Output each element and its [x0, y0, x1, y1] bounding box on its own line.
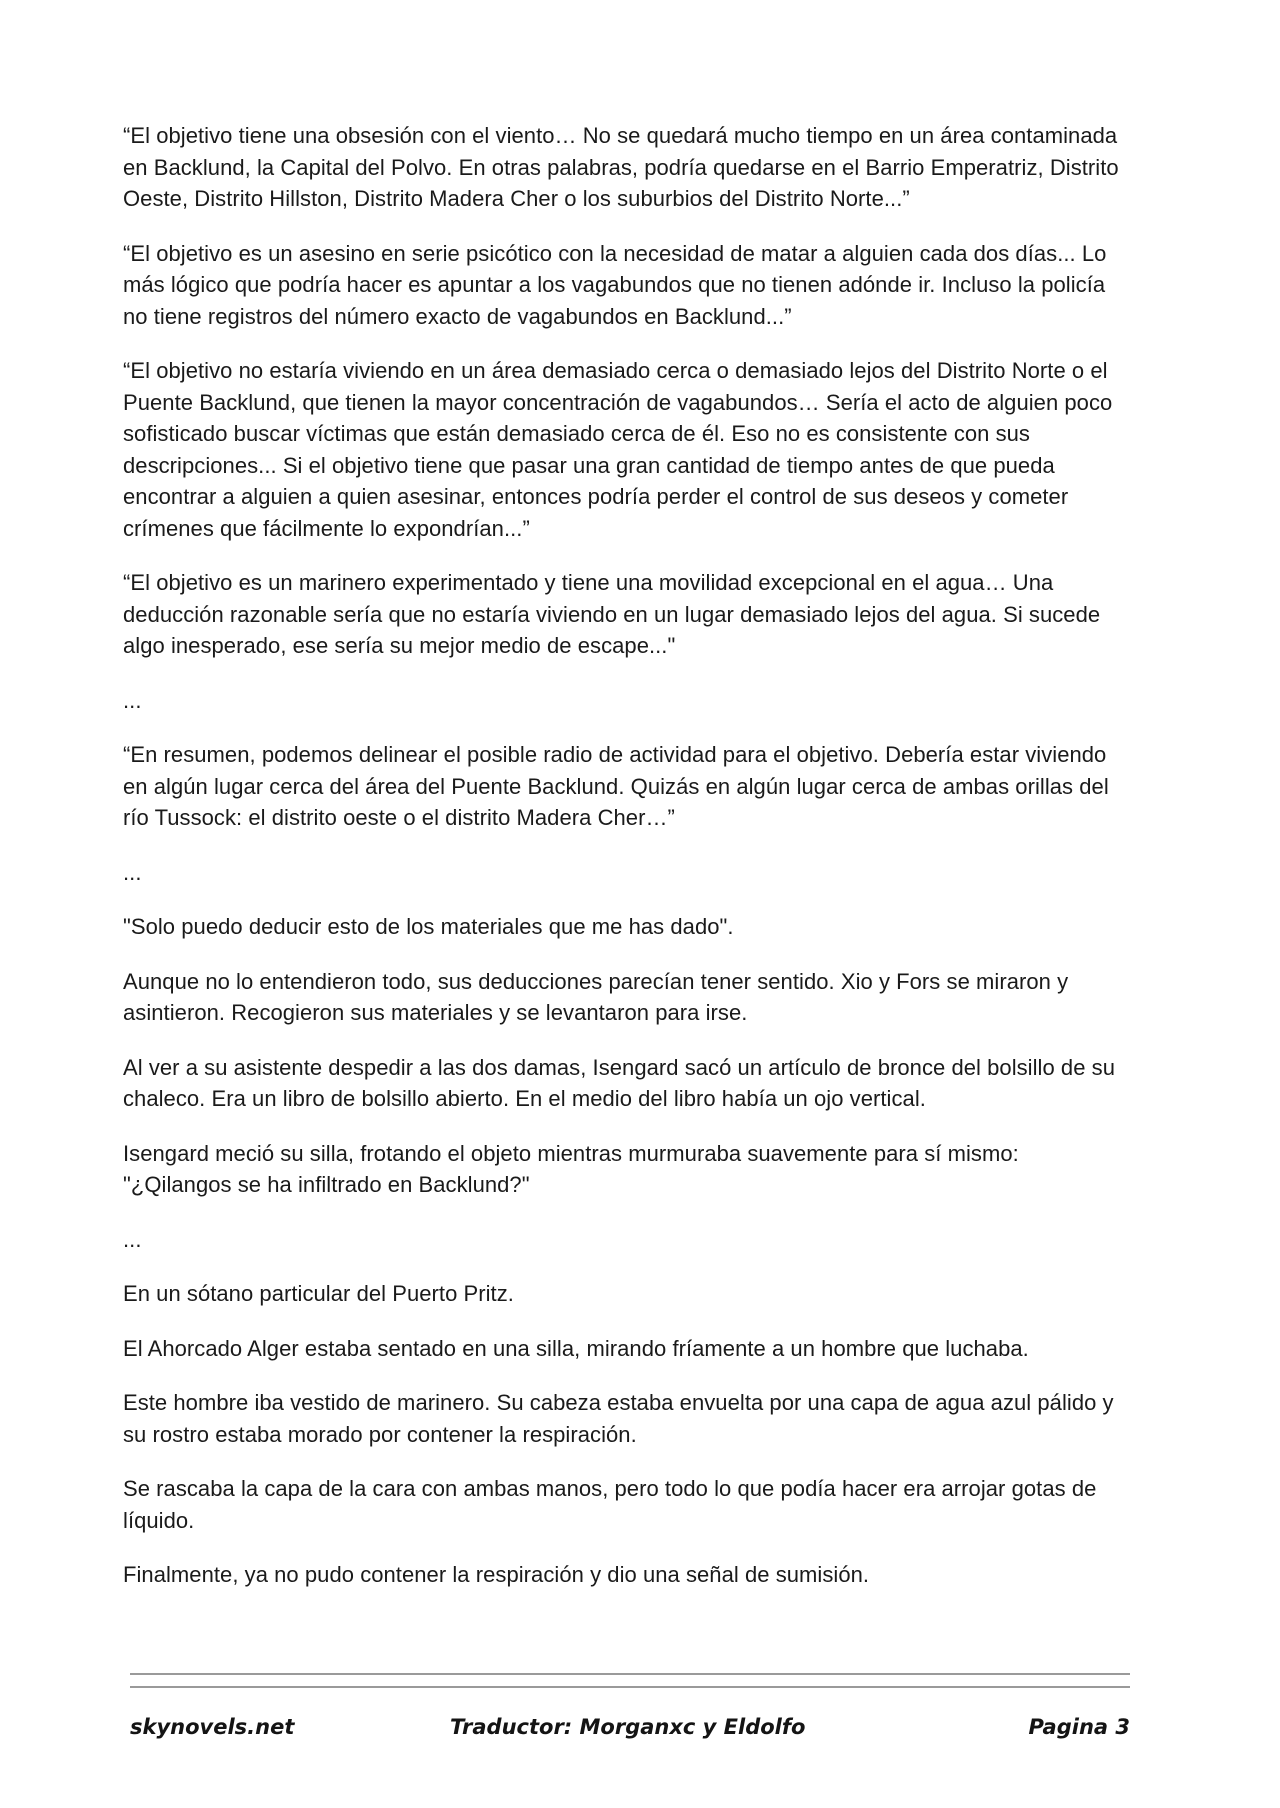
paragraph: En un sótano particular del Puerto Pritz.	[123, 1281, 514, 1306]
paragraph: Se rascaba la capa de la cara con ambas manos, pero todo lo que podía hacer era arrojar gotas de líquido.	[123, 1476, 1097, 1533]
paragraph: “En resumen, podemos delinear el posible radio de actividad para el objetivo. Debería estar viviendo en algún lugar cerca del área del Puente Backlund. Quizás en algún lugar cerca de ambas orillas del río Tussock: el distrito oeste o el distrito Madera Cher…”	[123, 742, 1109, 830]
scene-break: ...	[123, 687, 142, 713]
paragraph: “El objetivo es un asesino en serie psicótico con la necesidad de matar a alguien cada dos días... Lo más lógico que podría hacer es apuntar a los vagabundos que no tienen adónde ir. Incluso la policía no tiene registros del número exacto de vagabundos en Backlund...”	[123, 240, 1107, 329]
footer-translator: Traductor: Morganxc y Eldolfo	[450, 1715, 806, 1739]
divider-line	[130, 1673, 1130, 1675]
footer-divider	[130, 1673, 1130, 1688]
page-footer	[130, 1715, 1130, 1749]
paragraph: “El objetivo tiene una obsesión con el viento… No se quedará mucho tiempo en un área contaminada en Backlund, la Capital del Polvo. En otras palabras, podría quedarse en el Barrio Emperatriz, Distrito Oeste, Distrito Hillston, Distrito Madera Cher o los suburbios del Distrito Norte...”	[123, 123, 1119, 211]
paragraph: Isengard meció su silla, frotando el objeto mientras murmuraba suavemente para sí mismo: "¿Qilangos se ha infiltrado en Backlund?"	[123, 1140, 1019, 1197]
footer-page-number: Pagina 3	[1028, 1715, 1130, 1739]
paragraph: Aunque no lo entendieron todo, sus deducciones parecían tener sentido. Xio y Fors se miraron y asintieron. Recogieron sus materiales y se levantaron para irse.	[123, 968, 1069, 1025]
footer-site: skynovels.net	[130, 1715, 295, 1739]
paragraph: El Ahorcado Alger estaba sentado en una silla, mirando fríamente a un hombre que luchaba.	[123, 1335, 1029, 1361]
body-text	[123, 120, 1133, 1614]
scene-break: ...	[123, 1226, 142, 1252]
paragraph: "Solo puedo deducir esto de los materiales que me has dado".	[123, 914, 734, 939]
paragraph: Al ver a su asistente despedir a las dos damas, Isengard sacó un artículo de bronce del bolsillo de su chaleco. Era un libro de bolsillo abierto. En el medio del libro había un ojo vertical.	[123, 1054, 1116, 1111]
paragraph: Finalmente, ya no pudo contener la respiración y dio una señal de sumisión.	[123, 1562, 870, 1587]
paragraph: “El objetivo no estaría viviendo en un área demasiado cerca o demasiado lejos del Distrito Norte o el Puente Backlund, que tienen la mayor concentración de vagabundos… Sería el acto de alguien poco sofisticado buscar víctimas que están demasiado cerca de él. Eso no es consistente con sus descripciones... Si el objetivo tiene que pasar una gran cantidad de tiempo antes de que pueda encontrar a alguien a quien asesinar, entonces podría perder el control de sus deseos y cometer crímenes que fácilmente lo expondrían...”	[123, 358, 1113, 541]
divider-line	[130, 1686, 1130, 1688]
paragraph: “El objetivo es un marinero experimentado y tiene una movilidad excepcional en el agua… Una deducción razonable sería que no estaría viviendo en un lugar demasiado lejos del agua. Si sucede algo inesperado, ese sería su mejor medio de escape..."	[123, 570, 1101, 658]
scene-break: ...	[123, 859, 142, 885]
paragraph: Este hombre iba vestido de marinero. Su cabeza estaba envuelta por una capa de agua azul pálido y su rostro estaba morado por contener la respiración.	[123, 1390, 1114, 1447]
